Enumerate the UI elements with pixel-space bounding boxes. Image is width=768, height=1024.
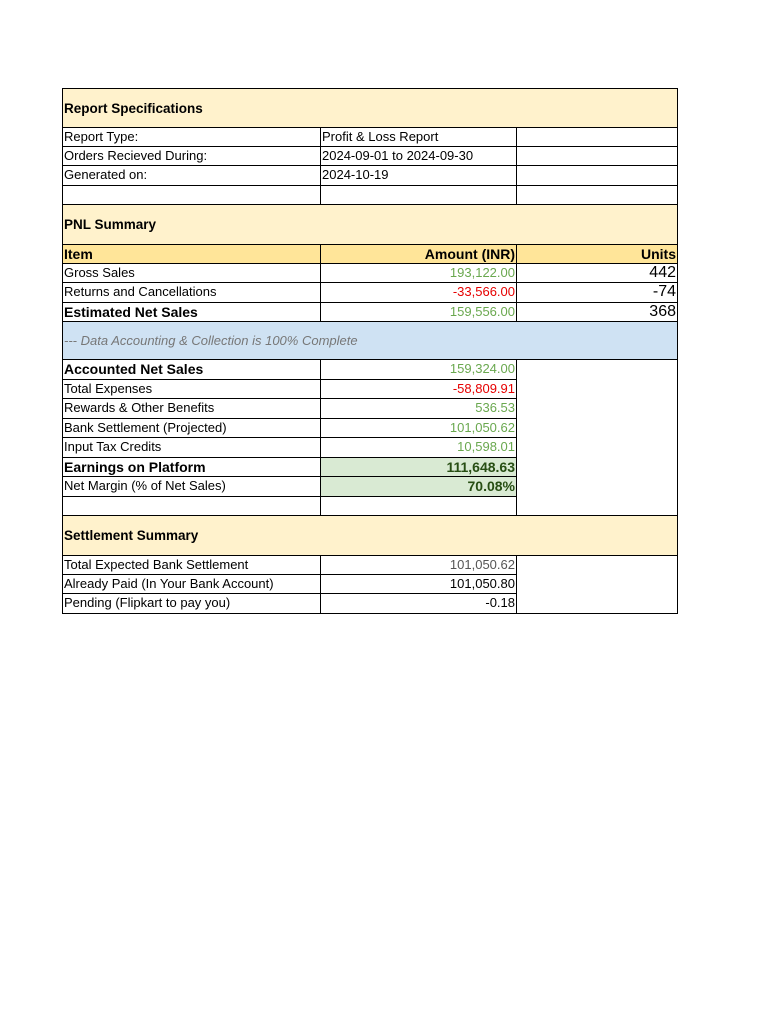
spec-label: Orders Recieved During: (62, 147, 321, 167)
pnl-row-blank (62, 497, 678, 517)
pnl-amount: -33,566.00 (321, 283, 517, 303)
pnl-row-total-expenses (62, 380, 678, 400)
pnl-amount: 101,050.62 (321, 419, 517, 439)
pnl-report-sheet (62, 88, 678, 614)
empty-cell (517, 127, 678, 147)
pnl-item-label: Returns and Cancellations (62, 283, 321, 303)
pnl-item-label: Estimated Net Sales (62, 303, 321, 323)
spec-value: 2024-09-01 to 2024-09-30 (321, 147, 517, 167)
spec-row-blank (62, 186, 678, 206)
empty-cell (517, 458, 678, 478)
empty-cell (517, 594, 678, 614)
pnl-amount: 10,598.01 (321, 438, 517, 458)
empty-cell (517, 360, 678, 380)
settlement-label: Pending (Flipkart to pay you) (62, 594, 321, 614)
settlement-value: -0.18 (321, 594, 517, 614)
settlement-row-already-paid (62, 575, 678, 595)
empty-cell (517, 399, 678, 419)
empty-cell (517, 575, 678, 595)
settlement-label: Total Expected Bank Settlement (62, 555, 321, 575)
empty-cell (62, 186, 321, 206)
pnl-item-label: Total Expenses (62, 380, 321, 400)
pnl-row-returns (62, 283, 678, 303)
banner-text: --- Data Accounting & Collection is 100% Complete (64, 333, 358, 348)
pnl-item-label: Gross Sales (62, 264, 321, 284)
pnl-amount: -58,809.91 (321, 380, 517, 400)
empty-cell (62, 497, 321, 517)
pnl-item-label: Input Tax Credits (62, 438, 321, 458)
settlement-value: 101,050.62 (321, 555, 517, 575)
empty-cell (517, 477, 678, 497)
pnl-units: 442 (517, 264, 678, 284)
pnl-item-label: Earnings on Platform (62, 458, 321, 478)
pnl-summary-header (62, 205, 678, 244)
pnl-item-label: Bank Settlement (Projected) (62, 419, 321, 439)
empty-cell (321, 186, 517, 206)
pnl-item-label: Rewards & Other Benefits (62, 399, 321, 419)
pnl-item-label: Accounted Net Sales (62, 360, 321, 380)
spec-label: Report Type: (62, 127, 321, 147)
pnl-amount: 70.08% (321, 477, 517, 497)
pnl-item-label: Net Margin (% of Net Sales) (62, 477, 321, 497)
empty-cell (321, 497, 517, 517)
pnl-row-earnings-on-platform (62, 458, 678, 478)
spec-row-generated-on (62, 166, 678, 186)
pnl-row-bank-settlement (62, 419, 678, 439)
pnl-amount: 111,648.63 (321, 458, 517, 478)
report-specs-header (62, 88, 678, 127)
pnl-row-rewards (62, 399, 678, 419)
settlement-value: 101,050.80 (321, 575, 517, 595)
empty-cell (517, 166, 678, 186)
settlement-summary-title: Settlement Summary (64, 528, 199, 543)
pnl-summary-title: PNL Summary (64, 217, 157, 232)
spec-label: Generated on: (62, 166, 321, 186)
settlement-row-expected (62, 555, 678, 575)
spec-row-report-type (62, 127, 678, 147)
pnl-row-net-margin (62, 477, 678, 497)
settlement-row-pending (62, 594, 678, 614)
settlement-label: Already Paid (In Your Bank Account) (62, 575, 321, 595)
empty-cell (517, 147, 678, 167)
empty-cell (517, 419, 678, 439)
pnl-units: 368 (517, 303, 678, 323)
data-completeness-banner (62, 322, 678, 360)
pnl-row-accounted-net-sales (62, 360, 678, 380)
pnl-amount: 159,324.00 (321, 360, 517, 380)
column-header-item: Item (62, 244, 321, 264)
empty-cell (517, 438, 678, 458)
empty-cell (517, 555, 678, 575)
pnl-amount: 193,122.00 (321, 264, 517, 284)
settlement-summary-header (62, 516, 678, 555)
spec-value: Profit & Loss Report (321, 127, 517, 147)
spec-row-orders-period (62, 147, 678, 167)
pnl-row-gross-sales (62, 264, 678, 284)
pnl-units: -74 (517, 283, 678, 303)
pnl-table-header (62, 244, 678, 264)
empty-cell (517, 497, 678, 517)
empty-cell (517, 380, 678, 400)
pnl-amount: 159,556.00 (321, 303, 517, 323)
spec-value: 2024-10-19 (321, 166, 517, 186)
report-specs-title: Report Specifications (64, 100, 203, 116)
pnl-row-input-tax-credits (62, 438, 678, 458)
pnl-amount: 536.53 (321, 399, 517, 419)
column-header-amount: Amount (INR) (321, 244, 517, 264)
pnl-row-estimated-net-sales (62, 303, 678, 323)
column-header-units: Units (517, 244, 678, 264)
empty-cell (517, 186, 678, 206)
